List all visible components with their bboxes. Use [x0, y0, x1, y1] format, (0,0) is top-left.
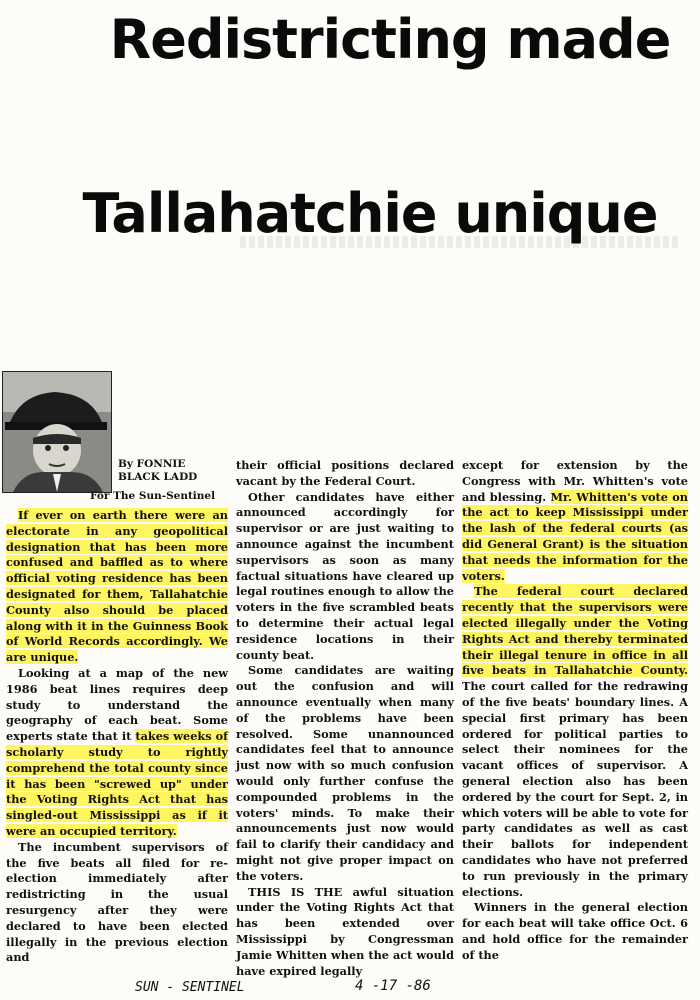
body-text: except for extension by the Congress with Mr. Whitten's vote and blessing. — [462, 458, 688, 504]
article-column-1 — [6, 508, 228, 966]
byline-author: By FONNIE BLACK LADD — [118, 458, 198, 483]
paragraph: THIS IS THE awful situation under the Voting Rights Act that has been extended over Mississippi by Congressman Jamie Whitten when the act would have expired legally — [236, 884, 454, 978]
headline-line-1: Redistricting made — [109, 8, 671, 71]
paragraph: their official positions declared vacant by the Federal Court. — [236, 458, 454, 488]
paragraph: The incumbent supervisors of the five beats all filed for re-election immediately after redistricting in the usual resurgency after they were declared to have been elected illegally in the previous election and — [6, 839, 228, 965]
byline — [90, 458, 228, 503]
paragraph — [6, 666, 228, 840]
paragraph — [462, 584, 688, 900]
handwritten-publication: SUN - SENTINEL — [135, 980, 245, 995]
highlighted-text: takes weeks of scholarly study to rightly comprehend the total county since it has been "screwed up" under the Voting Rights Act that has singled-out Mississippi as if it were an occupied territory. — [6, 729, 228, 838]
body-text: The court called for the redrawing of the five beats' boundary lines. A special first primary has been ordered for political parties to select their nominees for the vacant offices of supervisor. A general election also has been ordered by the court for Sept. 2, in which voters will be able to vote for party candidates as well as cast their ballots for independent candidates who have not preferred to run previously in the primary elections. — [462, 679, 688, 899]
byline-outlet: For The Sun-Sentinel — [90, 490, 216, 502]
article-column-2 — [236, 458, 454, 979]
article-column-3 — [462, 458, 688, 964]
author-photo — [2, 371, 112, 493]
paragraph: Some candidates are waiting out the confusion and will announce eventually when many of the problems have been resolved. Some unannounced candidates feel that to announce just now with so much confusion would only further confuse the compounded problems in the voters' minds. To make their announcements just now would fail to clarify their candidacy and might not give proper impact on the voters. — [236, 663, 454, 883]
paragraph: Winners in the general election for each beat will take office Oct. 6 and hold office for the remainder of the — [462, 900, 688, 962]
headline-line-2: Tallahatchie unique — [82, 182, 658, 245]
body-text: Looking at a map of the new 1986 beat lines requires deep study to understand the geography of each beat. Some experts state that it — [6, 665, 228, 744]
paragraph: Other candidates have either announced accordingly for supervisor or are just waiting to announce against the incumbent supervisors as soon as many factual situations have cleared up legal routines enough to allow the voters in the five scrambled beats to determine their actual legal residence locations in their county beat. — [236, 489, 454, 662]
paragraph — [6, 508, 228, 666]
highlighted-text: If ever on earth there were an electorate in any geopolitical designation that has been more confused and baffled as to where official voting residence has been designated for them, Tallahatchie County also should be placed along with it in the Guinness Book of World Records accordingly. We are unique. — [6, 508, 228, 665]
handwritten-date: 4 -17 -86 — [355, 978, 431, 994]
highlighted-text: The federal court declared recently that the supervisors were elected illegally under the Voting Rights Act and thereby terminated their illegal tenure in office in all five beats in Tallahatchie County. — [462, 584, 688, 678]
highlighted-text: Mr. Whitten's vote on the act to keep Mississippi under the lash of the federal courts (as did General Grant) is the situation that needs the information for the voters. — [462, 489, 688, 583]
paragraph — [462, 458, 688, 584]
